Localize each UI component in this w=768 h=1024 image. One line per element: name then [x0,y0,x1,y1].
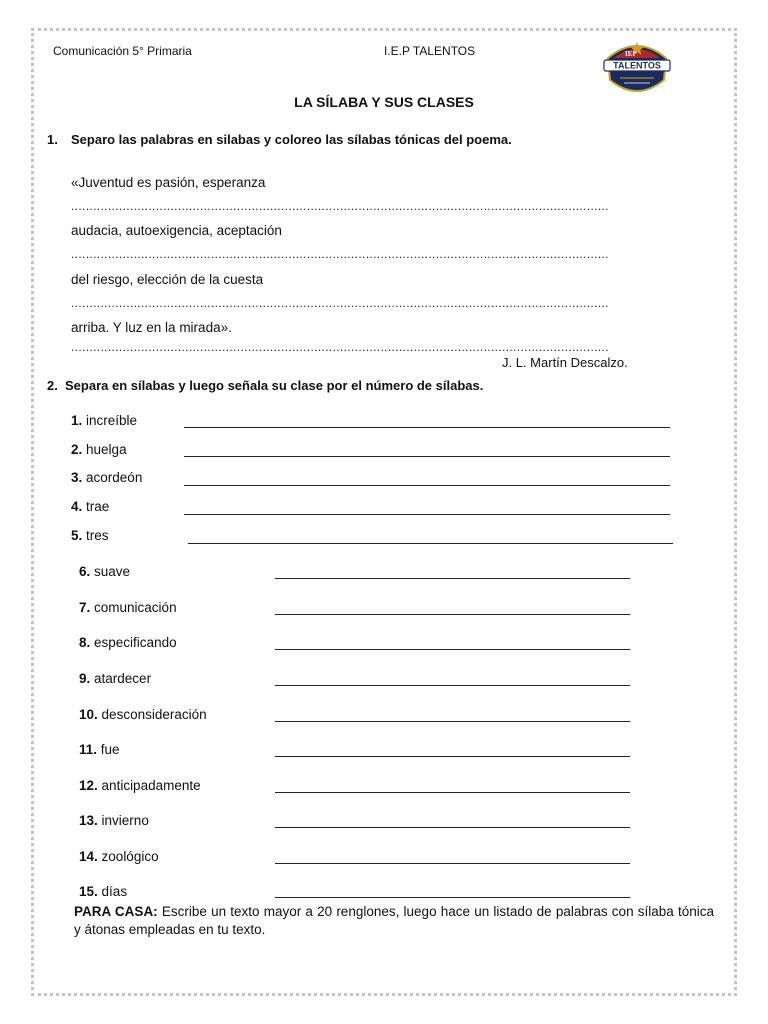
logo-text: TALENTOS [613,60,661,71]
answer-line[interactable] [275,756,630,757]
answer-line[interactable] [275,649,630,650]
answer-line[interactable] [275,578,630,579]
answer-dots: .................................................................................................................................................. [71,247,609,261]
poem-line: arriba. Y luz en la mirada». [71,320,232,335]
answer-line[interactable] [275,827,630,828]
exercise-item: 11. fue [79,742,120,757]
answer-dots: .................................................................................................................................................. [71,199,609,213]
answer-line[interactable] [275,614,630,615]
exercise-item: 6. suave [79,564,131,579]
exercise-item: 5. tres [71,528,109,543]
school-logo-icon [598,36,676,102]
exercise-item: 14. zoológico [79,849,159,864]
answer-line[interactable] [184,456,670,457]
school-name: I.E.P TALENTOS [384,44,476,58]
answer-line[interactable] [275,685,630,686]
exercise-item: 15. días [79,884,128,899]
answer-line[interactable] [275,897,630,898]
exercise-item: 3. acordeón [71,470,143,485]
answer-dots: .................................................................................................................................................. [71,340,609,354]
homework-label: PARA CASA: [74,904,158,919]
logo-letters: IEP [625,50,637,58]
answer-line[interactable] [188,543,673,544]
question-2-number: 2. [47,378,58,393]
answer-dots: .................................................................................................................................................. [71,296,609,310]
exercise-item: 4. trae [71,499,110,514]
answer-line[interactable] [184,427,670,428]
answer-line[interactable] [184,485,670,486]
exercise-item: 12. anticipadamente [79,778,201,793]
exercise-item: 9. atardecer [79,671,152,686]
question-1-heading: Separo las palabras en silabas y coloreo las sílabas tónicas del poema. [71,132,512,147]
homework-note [74,903,714,939]
poem-line: «Juventud es pasión, esperanza [71,175,266,190]
poem-line: audacia, autoexigencia, aceptación [71,223,282,238]
answer-line[interactable] [275,721,630,722]
answer-line[interactable] [275,863,630,864]
poem-line: del riesgo, elección de la cuesta [71,272,264,287]
exercise-item: 1. increíble [71,413,138,428]
exercise-item: 13. invierno [79,813,149,828]
exercise-item: 10. desconsideración [79,707,207,722]
subject-label: Comunicación 5° Primaria [53,44,192,58]
answer-line[interactable] [275,792,630,793]
homework-text: Escribe un texto mayor a 20 renglones, luego hace un listado de palabras con sílaba tónica y átonas empleadas en tu texto. [74,904,714,937]
question-2-heading: Separa en sílabas y luego señala su clase por el número de sílabas. [65,378,484,393]
page-title: LA SÍLABA Y SUS CLASES [294,94,474,110]
question-1-number: 1. [47,132,58,147]
exercise-item: 8. especificando [79,635,177,650]
poem-author: J. L. Martín Descalzo. [502,355,628,370]
exercise-item: 7. comunicación [79,600,177,615]
answer-line[interactable] [184,514,670,515]
exercise-item: 2. huelga [71,442,127,457]
